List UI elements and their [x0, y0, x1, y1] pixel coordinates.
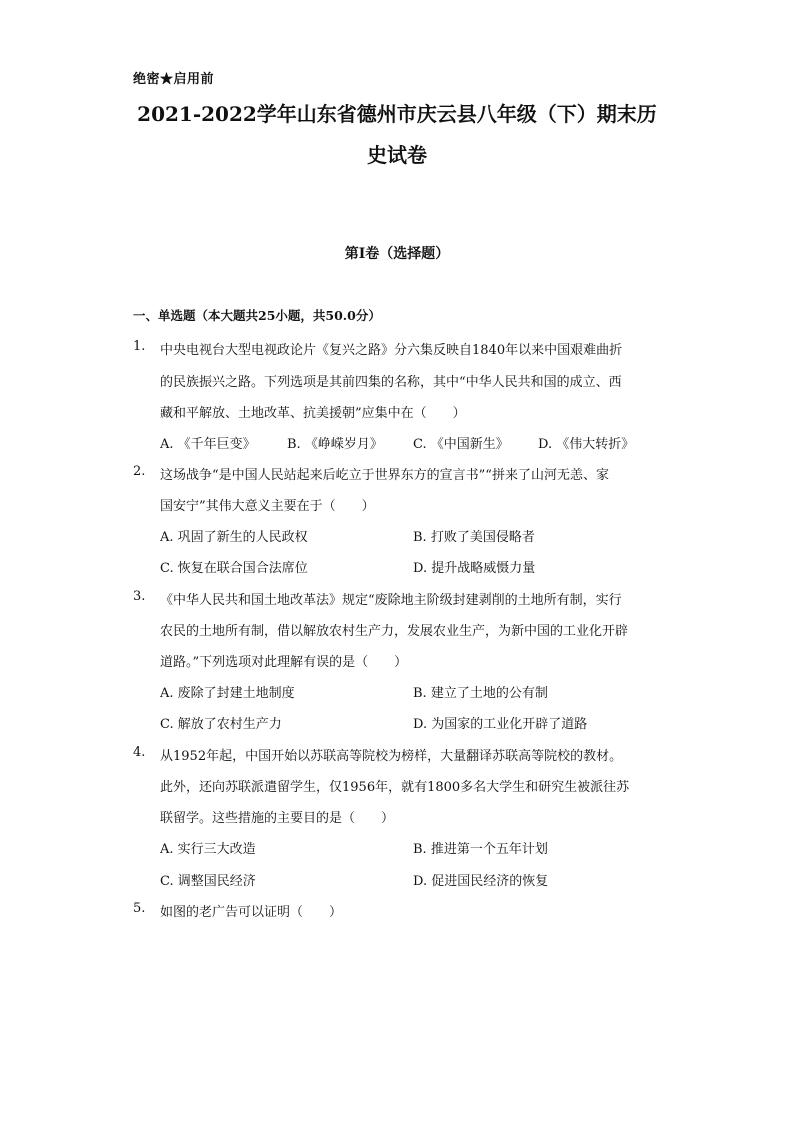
- option-c[interactable]: C. 解放了农村生产力: [160, 717, 282, 732]
- question-text-line: 如图的老广告可以证明（ ）: [160, 905, 343, 920]
- option-c[interactable]: C. 恢复在联合国合法席位: [160, 561, 308, 576]
- question-number: 1.: [133, 339, 146, 354]
- question-text-line: 此外，还向苏联派遣留学生，仅1956年，就有1800多名大学生和研究生被派往苏: [160, 780, 630, 795]
- question-text-line: 国安宁”其伟大意义主要在于（ ）: [160, 499, 375, 514]
- question-text-line: 道路。”下列选项对此理解有误的是（ ）: [160, 655, 408, 670]
- question-text-line: 联留学。这些措施的主要目的是（ ）: [160, 811, 395, 826]
- option-b[interactable]: B. 《峥嵘岁月》: [287, 437, 383, 452]
- option-b[interactable]: B. 推进第一个五年计划: [413, 842, 548, 857]
- question-text-line: 这场战争“是中国人民站起来后屹立于世界东方的宣言书”“拼来了山河无恙、家: [160, 468, 609, 483]
- question-text-line: 藏和平解放、土地改革、抗美援朝”应集中在（ ）: [160, 406, 466, 421]
- question-number: 2.: [133, 464, 146, 479]
- option-b[interactable]: B. 建立了土地的公有制: [413, 686, 548, 701]
- question-number: 4.: [133, 745, 146, 760]
- question-text-line: 的民族振兴之路。下列选项是其前四集的名称，其中“中华人民共和国的成立、西: [160, 375, 622, 390]
- section-title: 一、单选题（本大题共25小题，共50.0分）: [133, 308, 381, 323]
- volume-title: 第I卷（选择题）: [344, 246, 450, 262]
- option-d[interactable]: D. 《伟大转折》: [538, 437, 635, 452]
- option-d[interactable]: D. 促进国民经济的恢复: [413, 874, 549, 889]
- question-text-line: 《中华人民共和国土地改革法》规定“废除地主阶级封建剥削的土地所有制，实行: [160, 593, 622, 608]
- option-a[interactable]: A. 废除了封建土地制度: [160, 686, 295, 701]
- option-d[interactable]: D. 为国家的工业化开辟了道路: [413, 717, 588, 732]
- option-c[interactable]: C. 调整国民经济: [160, 874, 256, 889]
- option-a[interactable]: A. 巩固了新生的人民政权: [160, 530, 308, 545]
- option-d[interactable]: D. 提升战略威慑力量: [413, 561, 536, 576]
- option-a[interactable]: A. 实行三大改造: [160, 842, 256, 857]
- question-number: 5.: [133, 901, 146, 916]
- secret-mark: 绝密★启用前: [133, 72, 215, 87]
- exam-title-line-1: 2021-2022学年山东省德州市庆云县八年级（下）期末历: [137, 102, 657, 126]
- exam-title-line-2: 史试卷: [367, 143, 427, 167]
- option-c[interactable]: C. 《中国新生》: [413, 437, 509, 452]
- question-number: 3.: [133, 589, 146, 604]
- question-text-line: 从1952年起，中国开始以苏联高等院校为榜样，大量翻译苏联高等院校的教材。: [160, 749, 623, 764]
- option-a[interactable]: A. 《千年巨变》: [160, 437, 256, 452]
- option-b[interactable]: B. 打败了美国侵略者: [413, 530, 535, 545]
- question-text-line: 农民的土地所有制，借以解放农村生产力，发展农业生产，为新中国的工业化开辟: [160, 624, 629, 639]
- question-text-line: 中央电视台大型电视政论片《复兴之路》分六集反映自1840年以来中国艰难曲折: [160, 343, 623, 358]
